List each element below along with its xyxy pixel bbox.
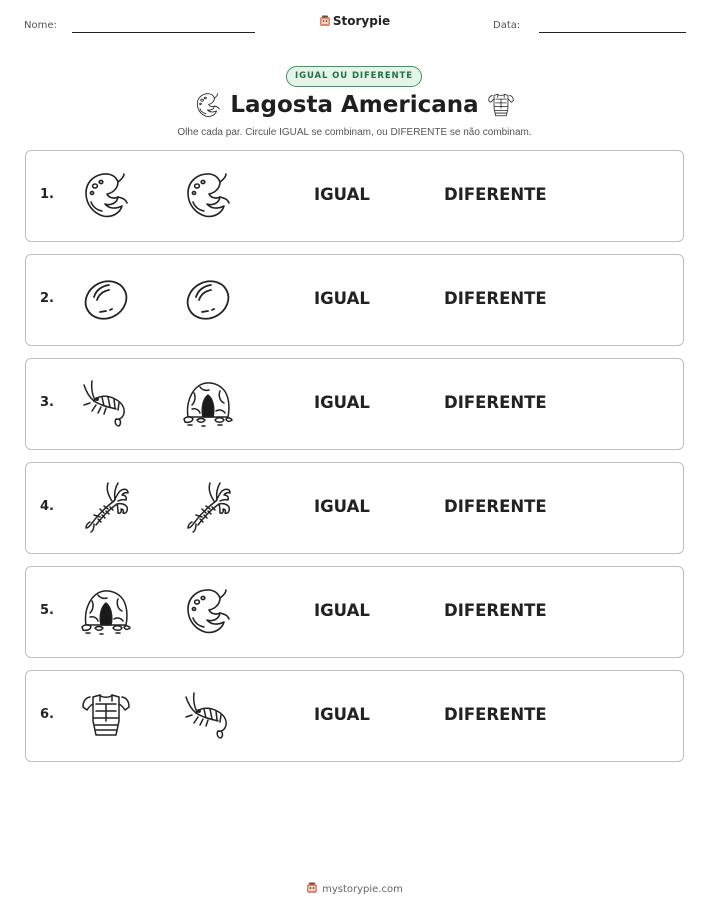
question-number: 1. [40,187,54,202]
question-number: 3. [40,395,54,410]
same-option[interactable]: IGUAL [314,705,370,724]
date-line[interactable] [539,32,686,33]
lobster-icon-drawing [78,479,134,535]
armor-icon [78,687,134,743]
egg-icon [180,271,236,327]
egg-icon-drawing [180,271,236,327]
question-row-4 [25,462,684,554]
question-number: 2. [40,291,54,306]
shrimp-icon-drawing [78,375,134,431]
claw-icon [180,583,236,639]
question-row-2 [25,254,684,346]
worksheet-type-badge: IGUAL OU DIFERENTE [286,66,422,87]
instructions: Olhe cada par. Circule IGUAL se combinam, ou DIFERENTE se não combinam. [177,127,532,138]
claw-icon-drawing [180,583,236,639]
shrimp-icon-drawing [180,687,236,743]
lobster-icon-drawing [180,479,236,535]
same-option[interactable]: IGUAL [314,185,370,204]
shrimp-icon [180,687,236,743]
cave-icon-drawing [78,583,134,639]
name-label: Nome: [24,20,57,31]
claw-icon [78,167,134,223]
same-option[interactable]: IGUAL [314,289,370,308]
different-option[interactable]: DIFERENTE [444,185,547,204]
same-option[interactable]: IGUAL [314,601,370,620]
shrimp-icon [78,375,134,431]
question-number: 5. [40,603,54,618]
storypie-mascot-icon [319,15,331,27]
question-row-6 [25,670,684,762]
question-number: 6. [40,707,54,722]
claw-icon-drawing [78,167,134,223]
lobster-icon [78,479,134,535]
same-option[interactable]: IGUAL [314,497,370,516]
cave-icon [78,583,134,639]
different-option[interactable]: DIFERENTE [444,601,547,620]
different-option[interactable]: DIFERENTE [444,705,547,724]
armor-icon-drawing [78,687,134,743]
different-option[interactable]: DIFERENTE [444,497,547,516]
cave-icon [180,375,236,431]
question-row-1 [25,150,684,242]
egg-icon-drawing [78,271,134,327]
egg-icon [78,271,134,327]
cave-icon-drawing [180,375,236,431]
different-option[interactable]: DIFERENTE [444,289,547,308]
question-number: 4. [40,499,54,514]
brand-logo [0,14,709,28]
date-label: Data: [493,20,521,31]
different-option[interactable]: DIFERENTE [444,393,547,412]
question-row-5 [25,566,684,658]
claw-icon [180,167,236,223]
name-line[interactable] [72,32,255,33]
footer [0,882,709,895]
title-armor-icon [486,90,516,120]
armor-icon-drawing [486,90,516,120]
footer-url[interactable]: mystorypie.com [322,884,403,895]
brand-name: Storypie [332,14,391,28]
same-option[interactable]: IGUAL [314,393,370,412]
storypie-mascot-icon [306,882,318,894]
question-row-3 [25,358,684,450]
lobster-icon [180,479,236,535]
page-title: Lagosta Americana [230,92,479,118]
claw-icon-drawing [180,167,236,223]
